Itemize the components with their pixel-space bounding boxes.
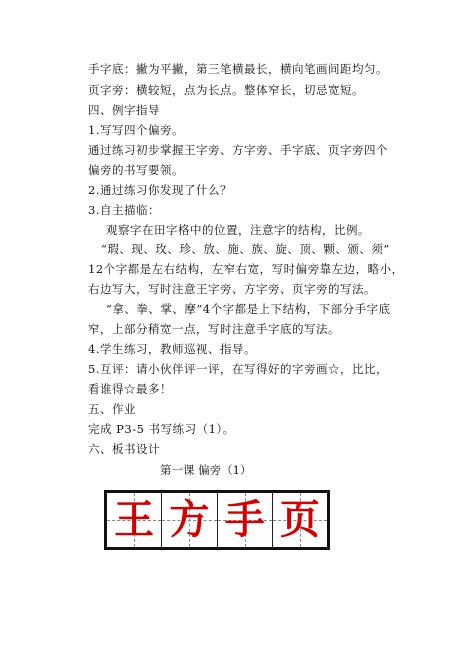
text-line: 完成 P3-5 书写练习（1）。: [88, 422, 235, 436]
text-line: 4.学生练习，教师巡视、指导。: [88, 342, 256, 356]
grid-cell: [273, 493, 327, 547]
board-title: 第一课 偏旁（1）: [160, 463, 252, 477]
text-line: 看谁得☆最多！: [88, 382, 172, 396]
text-line: 2.通过练习你发现了什么？: [88, 183, 232, 197]
section-heading: 六、板书设计: [88, 442, 160, 456]
text-line: 12个字都是左右结构，左窄右宽，写时偏旁靠左边，略小，: [88, 262, 404, 276]
section-heading: 四、例字指导: [88, 103, 160, 117]
text-line: 1.写写四个偏旁。: [88, 123, 184, 137]
example-character: 页: [279, 496, 320, 543]
text-line: “拿、拳、掌、摩”4个字都是上下结构，下部分手字底: [106, 302, 391, 316]
text-line: 手字底：撇为平撇，第三笔横最长，横向笔画间距均匀。: [88, 62, 388, 76]
grid-cell: [162, 493, 217, 547]
tianzige-grid: [104, 490, 330, 550]
text-line: 偏旁的书写要领。: [88, 163, 184, 177]
text-line: 5.互评：请小伙伴评一评，在写得好的字旁画☆，比比，: [88, 362, 388, 376]
text-line: 窄，上部分稍宽一点，写时注意手字底的写法。: [88, 322, 340, 336]
grid-cell: [107, 493, 162, 547]
text-line: “瑕、现、玫、珍、放、施、族、旋、顶、颗、颁、须”: [101, 242, 390, 256]
text-line: 通过练习初步掌握王字旁、方字旁、手字底、页字旁四个: [88, 143, 388, 157]
text-line: 3.自主描临：: [88, 203, 160, 217]
example-character: 手: [224, 496, 265, 543]
section-heading: 五、作业: [88, 402, 136, 416]
text-line: 右边写大，写时注意王字旁、方字旁、页字旁的写法。: [88, 282, 376, 296]
text-line: 观察字在田字格中的位置，注意字的结构，比例。: [106, 223, 370, 237]
example-character: 王: [114, 496, 155, 543]
text-line: 页字旁：横较短，点为长点。整体窄长，切忌宽短。: [88, 83, 364, 97]
example-character: 方: [169, 496, 210, 543]
grid-cell: [218, 493, 273, 547]
